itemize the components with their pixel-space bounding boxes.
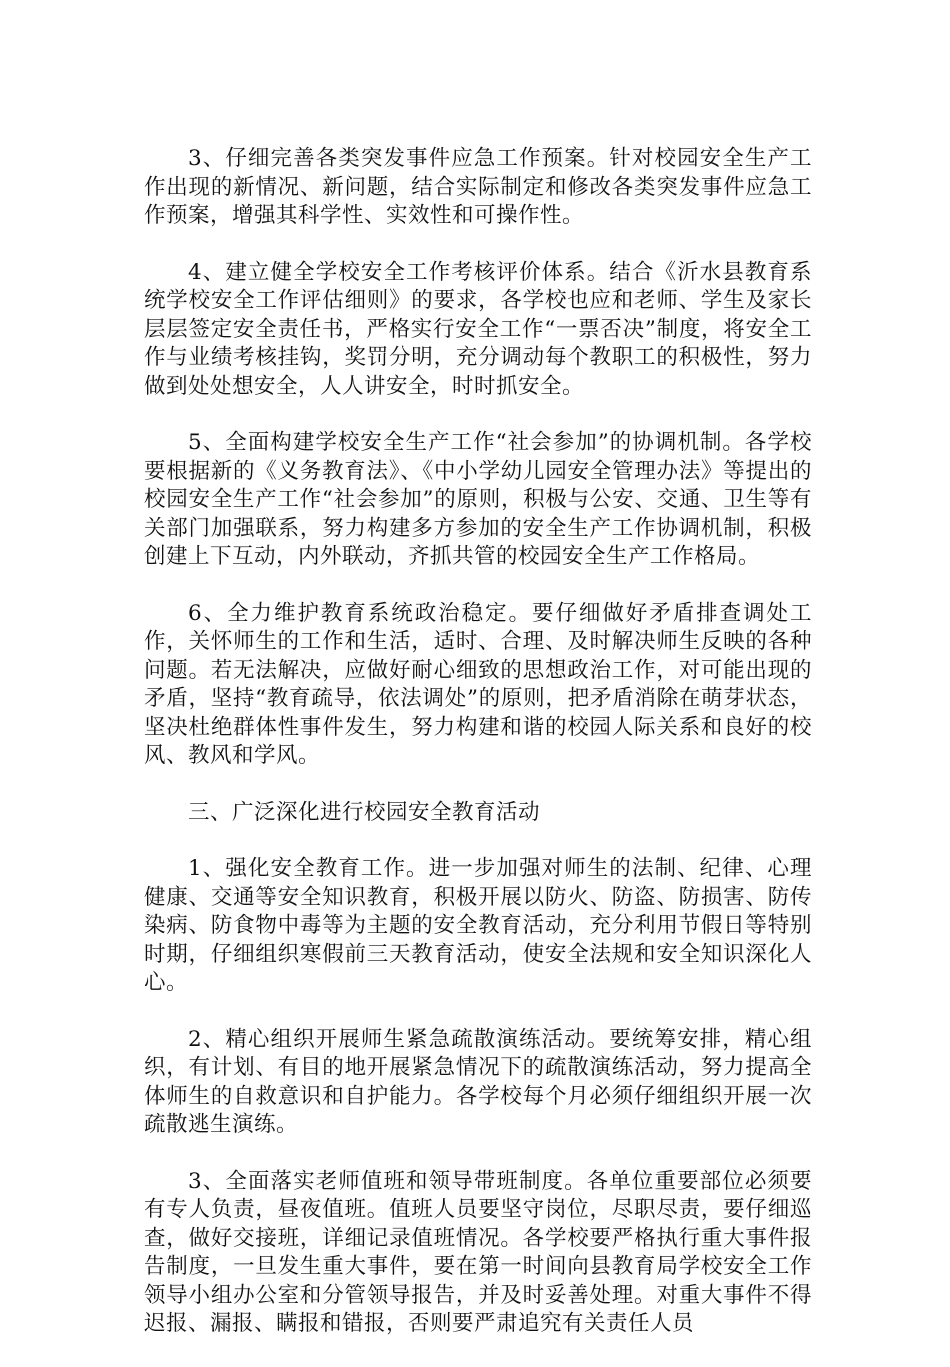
document-body: [144, 145, 812, 1367]
paragraph-item-4-evaluation-system: 4、建立健全学校安全工作考核评价体系。结合《沂水县教育系统学校安全工作评估细则》的要求，各学校也应和老师、学生及家长层层签定安全责任书，严格实行安全工作“一票否决”制度，将安全工作与业绩考核挂钩，奖罚分明，充分调动每个教职工的积极性，努力做到处处想安全，人人讲安全，时时抓安全。: [144, 259, 812, 399]
paragraph-item-2-evacuation-drills: 2、精心组织开展师生紧急疏散演练活动。要统筹安排，精心组织，有计划、有目的地开展紧急情况下的疏散演练活动，努力提高全体师生的自救意识和自护能力。各学校每个月必须仔细组织开展一次疏散逃生演练。: [144, 1026, 812, 1137]
paragraph-item-3-duty-system: 3、全面落实老师值班和领导带班制度。各单位重要部位必须要有专人负责，昼夜值班。值班人员要坚守岗位，尽职尽责，要仔细巡查，做好交接班，详细记录值班情况。各学校要严格执行重大事件报告制度，一旦发生重大事件，要在第一时间向县教育局学校安全工作领导小组办公室和分管领导报告，并及时妥善处理。对重大事件不得迟报、漏报、瞒报和错报，否则要严肃追究有关责任人员: [144, 1168, 812, 1336]
section-heading-3: 三、广泛深化进行校园安全教育活动: [188, 799, 541, 825]
paragraph-item-5-social-participation: 5、全面构建学校安全生产工作“社会参加”的协调机制。各学校要根据新的《义务教育法》、《中小学幼儿园安全管理办法》等提出的校园安全生产工作“社会参加”的原则，积极与公安、交通、卫生等有关部门加强联系，努力构建多方参加的安全生产工作协调机制，积极创建上下互动，内外联动，齐抓共管的校园安全生产工作格局。: [144, 430, 812, 569]
paragraph-item-1-safety-education: 1、强化安全教育工作。进一步加强对师生的法制、纪律、心理健康、交通等安全知识教育，积极开展以防火、防盗、防损害、防传染病、防食物中毒等为主题的安全教育活动，充分利用节假日等特别时期，仔细组织寒假前三天教育活动，使安全法规和安全知识深化人心。: [144, 856, 812, 995]
paragraph-item-3-emergency-plans: 3、仔细完善各类突发事件应急工作预案。针对校园安全生产工作出现的新情况、新问题，结合实际制定和修改各类突发事件应急工作预案，增强其科学性、实效性和可操作性。: [144, 146, 812, 228]
paragraph-item-6-stability: 6、全力维护教育系统政治稳定。要仔细做好矛盾排查调处工作，关怀师生的工作和生活，适时、合理、及时解决师生反映的各种问题。若无法解决，应做好耐心细致的思想政治工作，对可能出现的矛盾，坚持“教育疏导，依法调处”的原则，把矛盾消除在萌芽状态，坚决杜绝群体性事件发生，努力构建和谐的校园人际关系和良好的校风、教风和学风。: [144, 600, 812, 768]
